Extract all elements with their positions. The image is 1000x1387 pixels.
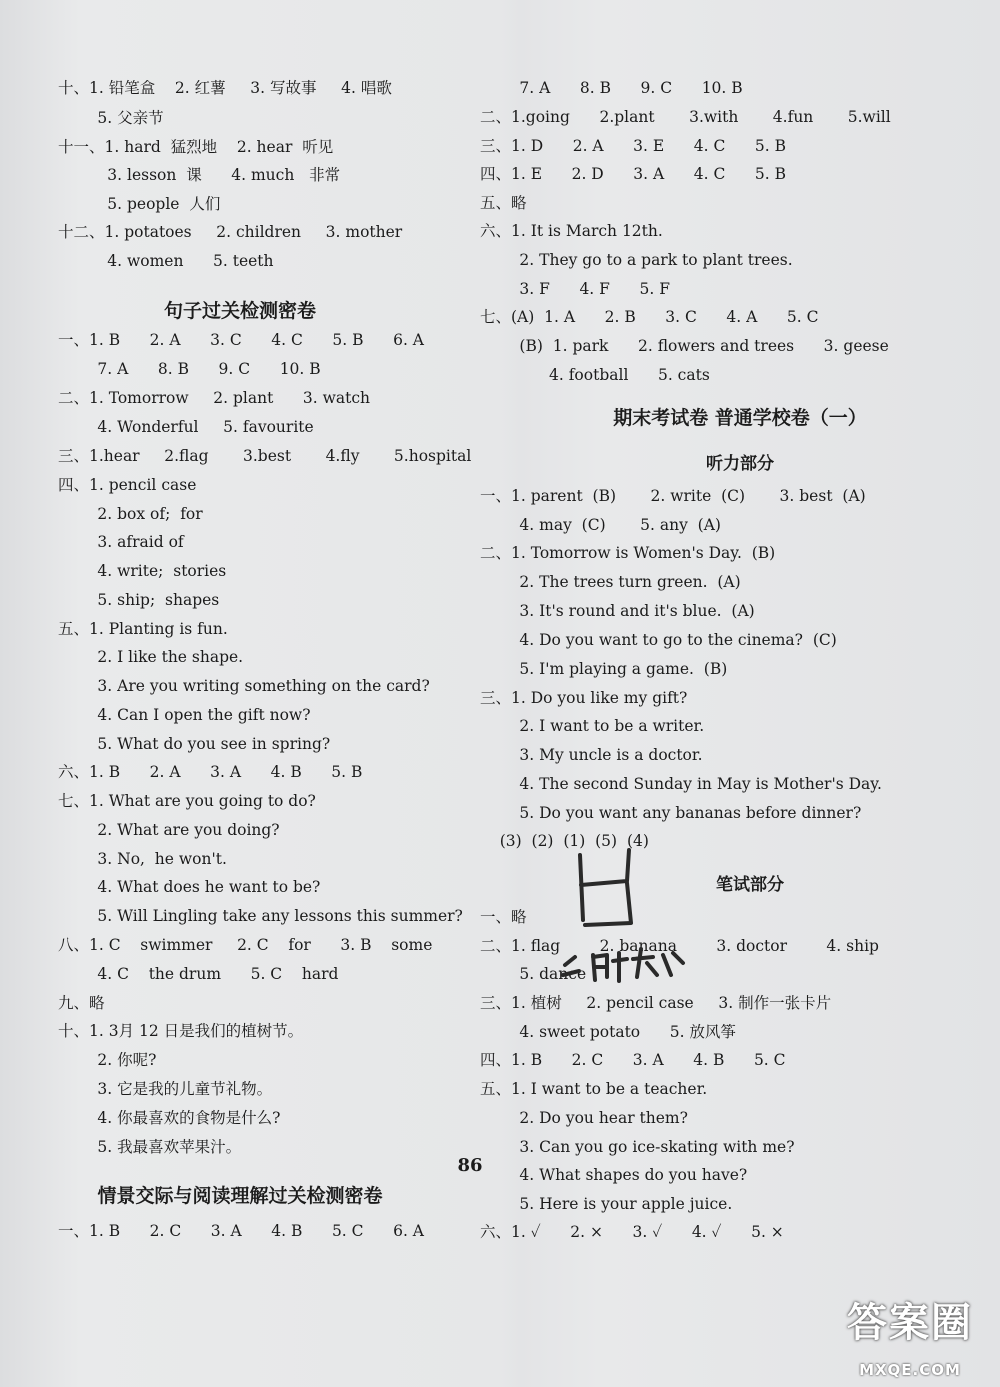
answer-line: 二、1. Tomorrow is Women's Day. (B) <box>480 544 776 562</box>
answer-line: 十、1. 3月 12 日是我们的植树节。 <box>58 1022 304 1040</box>
answer-line: 2. box of; for <box>58 505 203 523</box>
answer-line: 四、1. E 2. D 3. A 4. C 5. B <box>480 165 787 183</box>
answer-line: 十、1. 铅笔盒 2. 红薯 3. 写故事 4. 唱歌 <box>58 79 392 97</box>
answer-line: (3) (2) (1) (5) (4) <box>480 832 649 850</box>
answer-line: 三、1. Do you like my gift? <box>480 689 688 707</box>
answer-line: 4. women 5. teeth <box>58 252 274 270</box>
answer-line: 六、1. B 2. A 3. A 4. B 5. B <box>58 763 363 781</box>
answer-line: 2. I want to be a writer. <box>480 717 705 735</box>
answer-line: (B) 1. park 2. flowers and trees 3. geese <box>480 337 889 355</box>
answer-line: 六、1. ✓ 2. × 3. ✓ 4. ✓ 5. × <box>480 1223 784 1241</box>
answer-line: 7. A 8. B 9. C 10. B <box>480 79 743 97</box>
answer-line: 4. C the drum 5. C hard <box>58 965 339 983</box>
answer-line: 七、(A) 1. A 2. B 3. C 4. A 5. C <box>480 308 819 326</box>
section-heading: 情景交际与阅读理解过关检测密卷 <box>97 1185 383 1207</box>
answer-line: 六、1. It is March 12th. <box>480 222 663 240</box>
answer-line: 5. I'm playing a game. (B) <box>480 660 728 678</box>
answer-line: 七、1. What are you going to do? <box>58 792 316 810</box>
answer-line: 二、1.going 2.plant 3.with 4.fun 5.will <box>480 108 891 126</box>
page-number: 86 <box>457 1155 483 1176</box>
answer-line: 八、1. C swimmer 2. C for 3. B some <box>58 936 433 954</box>
answer-line: 3. lesson 课 4. much 非常 <box>58 166 341 184</box>
answer-line: 4. 你最喜欢的食物是什么? <box>58 1109 281 1127</box>
answer-line: 2. Do you hear them? <box>480 1109 688 1127</box>
section-heading: 句子过关检测密卷 <box>163 300 316 322</box>
answer-line: 7. A 8. B 9. C 10. B <box>58 360 321 378</box>
answer-line: 5. Do you want any bananas before dinner? <box>480 804 862 822</box>
answer-line: 一、1. B 2. C 3. A 4. B 5. C 6. A <box>58 1222 424 1240</box>
answer-line: 4. write; stories <box>58 562 227 580</box>
answer-line: 3. It's round and it's blue. (A) <box>480 602 755 620</box>
answer-line: 3. Can you go ice-skating with me? <box>480 1138 795 1156</box>
answer-line: 4. sweet potato 5. 放风筝 <box>480 1023 736 1041</box>
watermark-logo <box>830 1291 990 1379</box>
answer-line: 二、1. flag 2. banana 3. doctor 4. ship <box>480 937 879 955</box>
answer-line: 五、1. I want to be a teacher. <box>480 1080 708 1098</box>
section-subheading: 听力部分 <box>706 454 774 474</box>
answer-line: 4. What shapes do you have? <box>480 1166 748 1184</box>
answer-line: 5. ship; shapes <box>58 591 220 609</box>
answer-line: 5. What do you see in spring? <box>58 735 331 753</box>
answer-line: 3. afraid of <box>58 533 184 551</box>
answer-line: 2. The trees turn green. (A) <box>480 573 741 591</box>
answer-line: 5. Here is your apple juice. <box>480 1195 733 1213</box>
handwritten-scribble <box>545 845 695 985</box>
answer-line: 五、1. Planting is fun. <box>58 620 228 638</box>
answer-line: 一、略 <box>480 908 527 926</box>
answer-line: 5. 父亲节 <box>58 109 164 127</box>
answer-line: 3. F 4. F 5. F <box>480 280 670 298</box>
answer-line: 4. Can I open the gift now? <box>58 706 311 724</box>
answer-line: 十二、1. potatoes 2. children 3. mother <box>58 223 403 241</box>
answer-line: 一、1. B 2. A 3. C 4. C 5. B 6. A <box>58 331 424 349</box>
answer-line: 5. dance <box>480 965 587 983</box>
answer-line: 4. Wonderful 5. favourite <box>58 418 314 436</box>
answer-line: 5. people 人们 <box>58 195 221 213</box>
answer-line: 4. What does he want to be? <box>58 878 321 896</box>
answer-line: 十一、1. hard 猛烈地 2. hear 听见 <box>58 138 334 156</box>
answer-line: 2. 你呢? <box>58 1051 157 1069</box>
answer-line: 3. My uncle is a doctor. <box>480 746 703 764</box>
answer-line: 3. 它是我的儿童节礼物。 <box>58 1080 273 1098</box>
answer-line: 4. may (C) 5. any (A) <box>480 516 721 534</box>
answer-line: 3. Are you writing something on the card? <box>58 677 430 695</box>
answer-line: 2. I like the shape. <box>58 648 244 666</box>
answer-line: 三、1. D 2. A 3. E 4. C 5. B <box>480 137 787 155</box>
answer-line: 4. Do you want to go to the cinema? (C) <box>480 631 837 649</box>
answer-line: 4. football 5. cats <box>480 366 710 384</box>
answer-line: 四、1. pencil case <box>58 476 197 494</box>
answer-line: 九、略 <box>58 994 105 1012</box>
watermark-title: 答案圈 <box>847 1300 973 1346</box>
answer-line: 二、1. Tomorrow 2. plant 3. watch <box>58 389 370 407</box>
answer-line: 5. 我最喜欢苹果汁。 <box>58 1138 242 1156</box>
answer-line: 三、1.hear 2.flag 3.best 4.fly 5.hospital <box>58 447 472 465</box>
answer-line: 2. What are you doing? <box>58 821 280 839</box>
answer-line: 四、1. B 2. C 3. A 4. B 5. C <box>480 1051 786 1069</box>
answer-line: 4. The second Sunday in May is Mother's Day. <box>480 775 882 793</box>
answer-line: 一、1. parent (B) 2. write (C) 3. best (A) <box>480 487 866 505</box>
watermark-url: MXQE.COM <box>859 1361 961 1379</box>
answer-line: 五、略 <box>480 194 527 212</box>
section-subheading: 笔试部分 <box>716 875 784 895</box>
answer-line: 5. Will Lingling take any lessons this summer? <box>58 907 463 925</box>
section-heading: 期末考试卷 普通学校卷（一） <box>613 407 867 429</box>
answer-line: 3. No, he won't. <box>58 850 227 868</box>
answer-line: 2. They go to a park to plant trees. <box>480 251 793 269</box>
answer-line: 三、1. 植树 2. pencil case 3. 制作一张卡片 <box>480 994 832 1012</box>
